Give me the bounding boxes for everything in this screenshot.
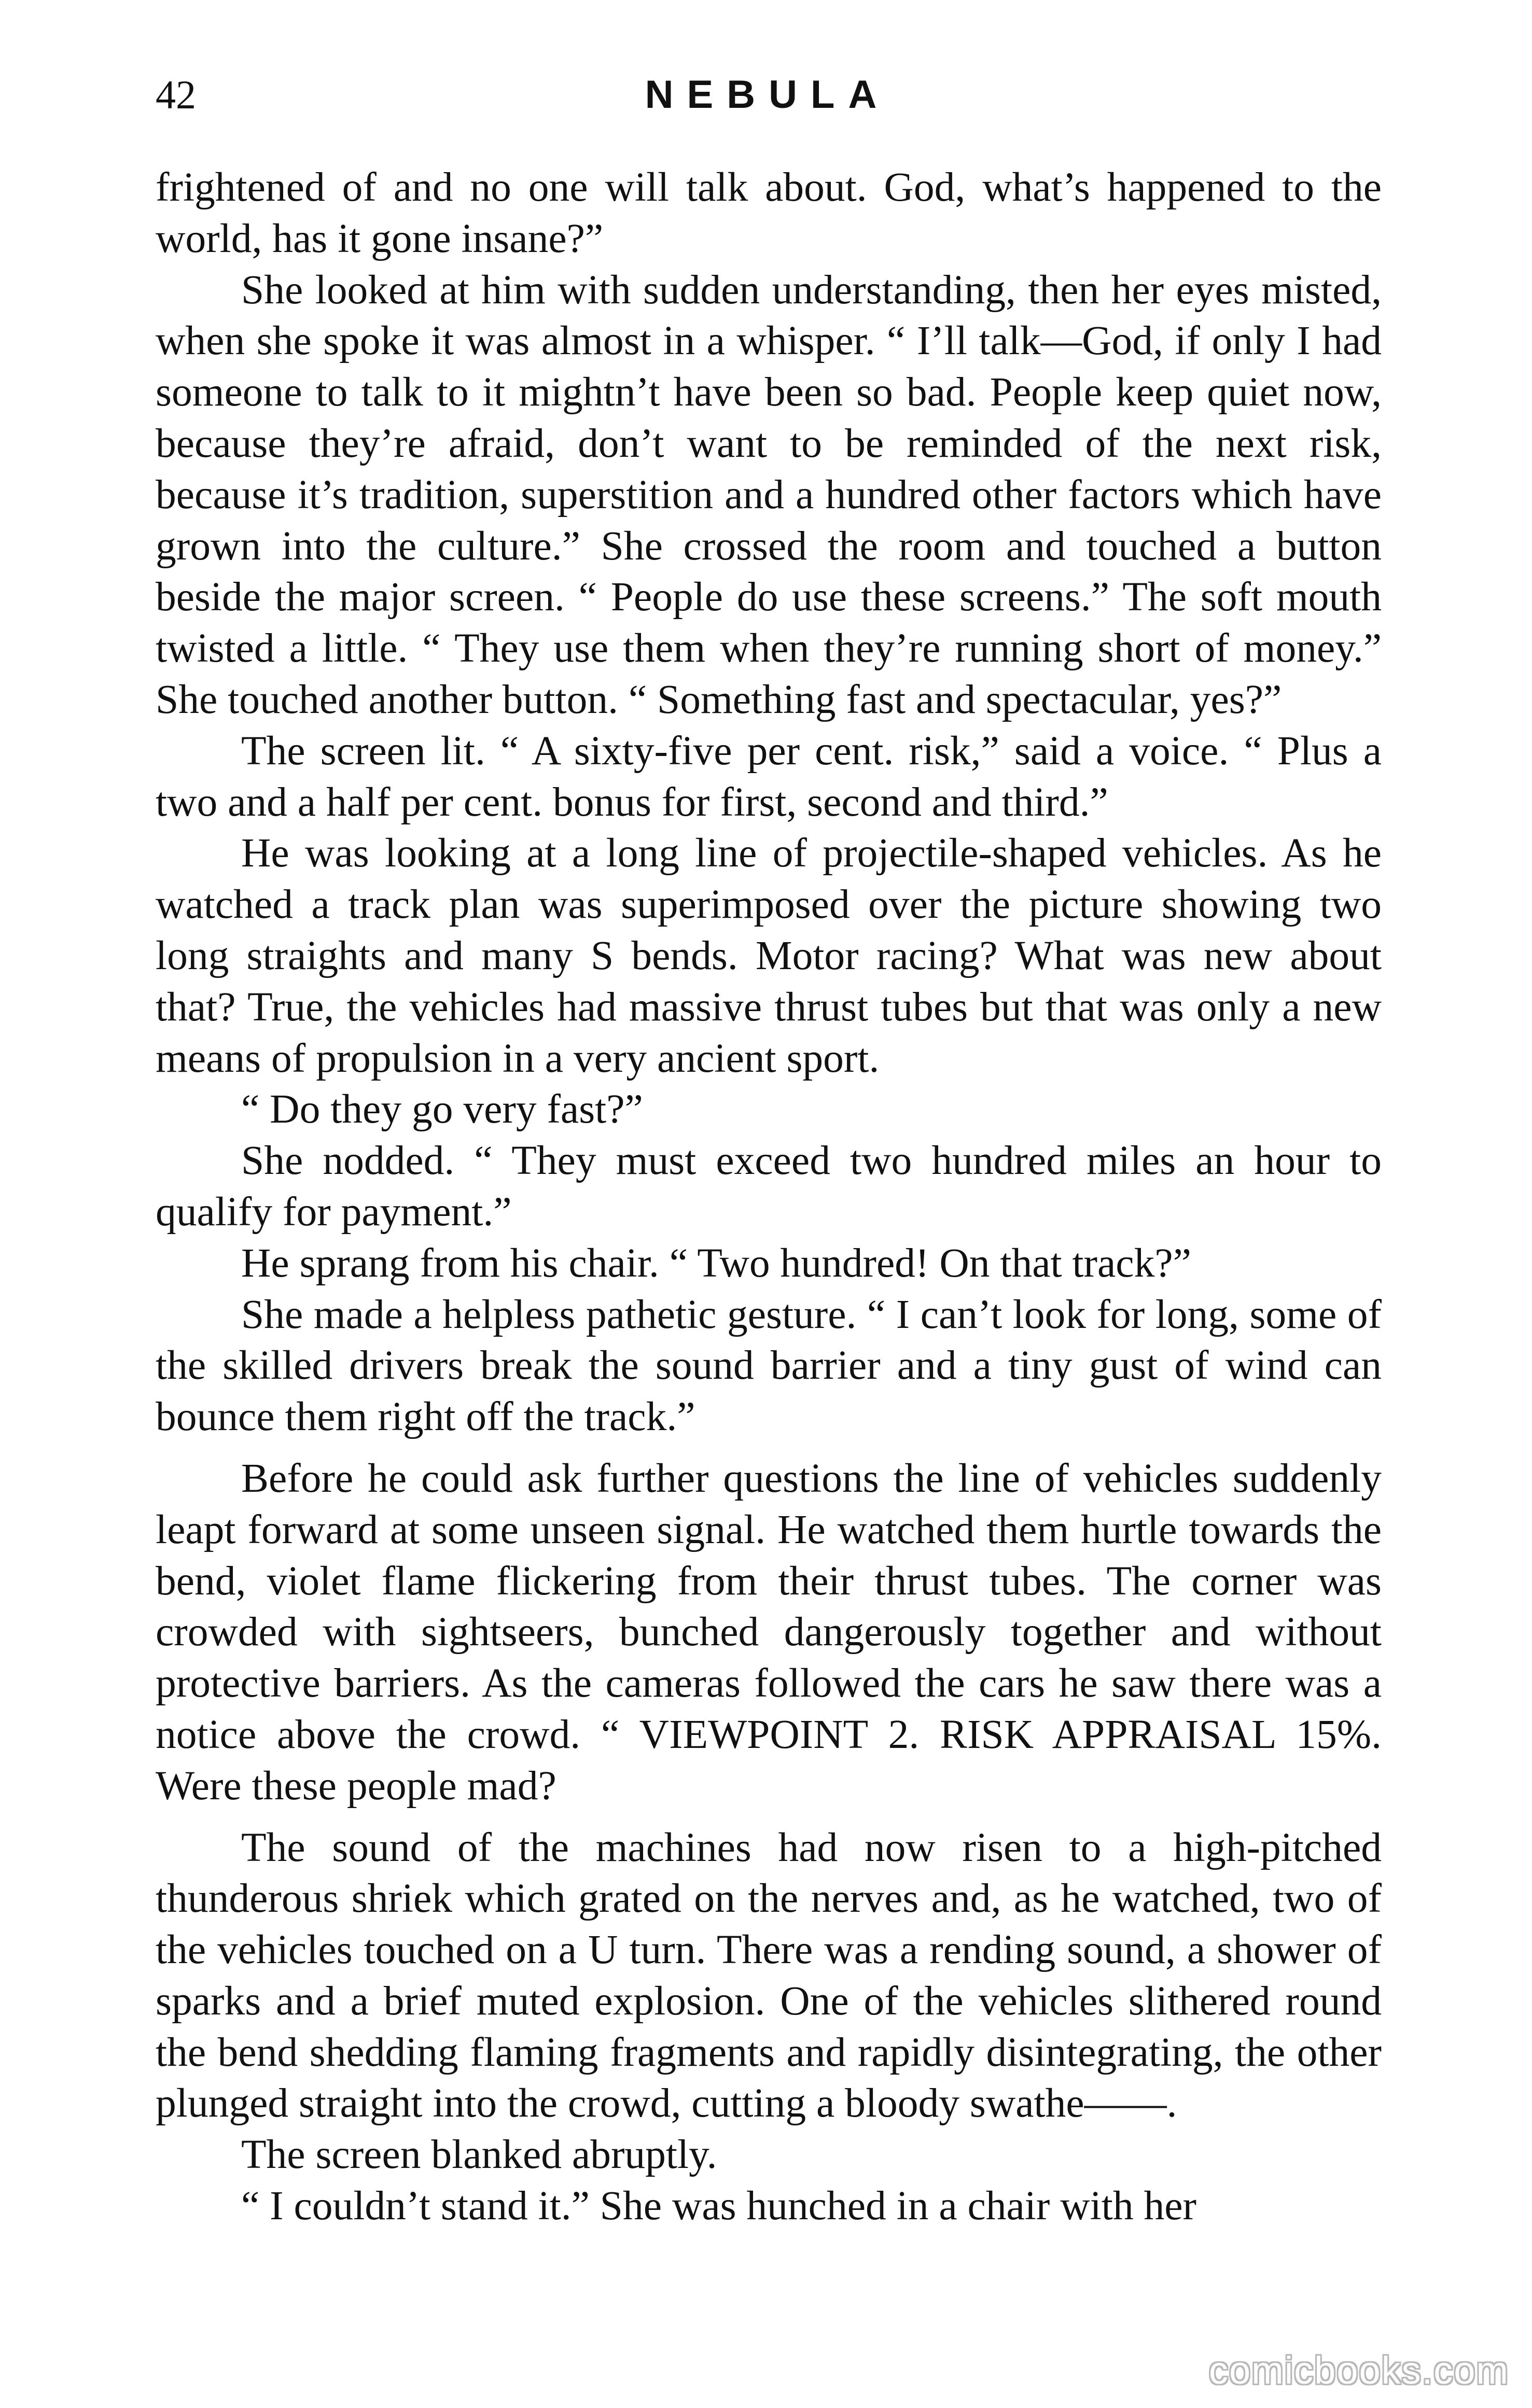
paragraph: Before he could ask further questions the line of vehicles suddenly leapt forward at some unseen signal. He watched them hurtle towards the bend, violet flame flickering from their thrust tubes. The corner was crowded with sightseers, bunched dangerously together and without protective barriers. As the cameras followed the cars he saw there was a notice above the crowd. “ VIEWPOINT 2. RISK APPRAISAL 15%. Were these people mad? xyxy=(156,1455,1382,1809)
running-title: NEBULA xyxy=(645,73,890,117)
page-number: 42 xyxy=(156,72,196,117)
paragraph: The screen lit. “ A sixty-five per cent. risk,” said a voice. “ Plus a two and a half per cent. bonus for first, second and third.” xyxy=(156,727,1382,825)
paragraph: “ I couldn’t stand it.” She was hunched in a chair with her xyxy=(241,2183,1196,2229)
page-header xyxy=(156,66,1380,123)
paragraph: The screen blanked abruptly. xyxy=(241,2132,717,2178)
watermark: comicbooks.com xyxy=(1208,2349,1509,2392)
paragraph: She made a helpless pathetic gesture. “ I can’t look for long, some of the skilled drivers break the sound barrier and a tiny gust of wind can bounce them right off the track.” xyxy=(156,1291,1382,1440)
paragraph: He was looking at a long line of projectile-shaped vehicles. As he watched a track plan was superimposed over the picture showing two long straights and many S bends. Motor racing? What was new about that? True, the vehicles had massive thrust tubes but that was only a new means of propulsion in a very ancient sport. xyxy=(156,830,1382,1081)
paragraph: The sound of the machines had now risen to a high-pitched thunderous shriek which grated on the nerves and, as he watched, two of the vehicles touched on a U turn. There was a rending sound, a shower of sparks and a brief muted explosion. One of the vehicles slithered round the bend shedding flaming fragments and rapidly disintegrating, the other plunged straight into the crowd, cutting a bloody swathe——. xyxy=(156,1824,1382,2126)
body-text xyxy=(156,162,1382,2232)
paragraph: frightened of and no one will talk about. God, what’s happened to the world, has it gone insane?” xyxy=(156,164,1382,261)
paragraph: She looked at him with sudden understanding, then her eyes misted, when she spoke it was almost in a whisper. “ I’ll talk—God, if only I had someone to talk to it mightn’t have been so bad. People keep quiet now, because they’re afraid, don’t want to be reminded of the next risk, because it’s tradition, superstition and a hundred other factors which have grown into the culture.” She crossed the room and touched a button beside the major screen. “ People do use these screens.” The soft mouth twisted a little. “ They use them when they’re running short of money.” She touched another button. “ Something fast and spectacular, yes?” xyxy=(156,267,1382,722)
paragraph: She nodded. “ They must exceed two hundred miles an hour to qualify for payment.” xyxy=(156,1138,1382,1235)
paragraph: He sprang from his chair. “ Two hundred! On that track?” xyxy=(241,1240,1191,1286)
paragraph: “ Do they go very fast?” xyxy=(241,1086,643,1132)
